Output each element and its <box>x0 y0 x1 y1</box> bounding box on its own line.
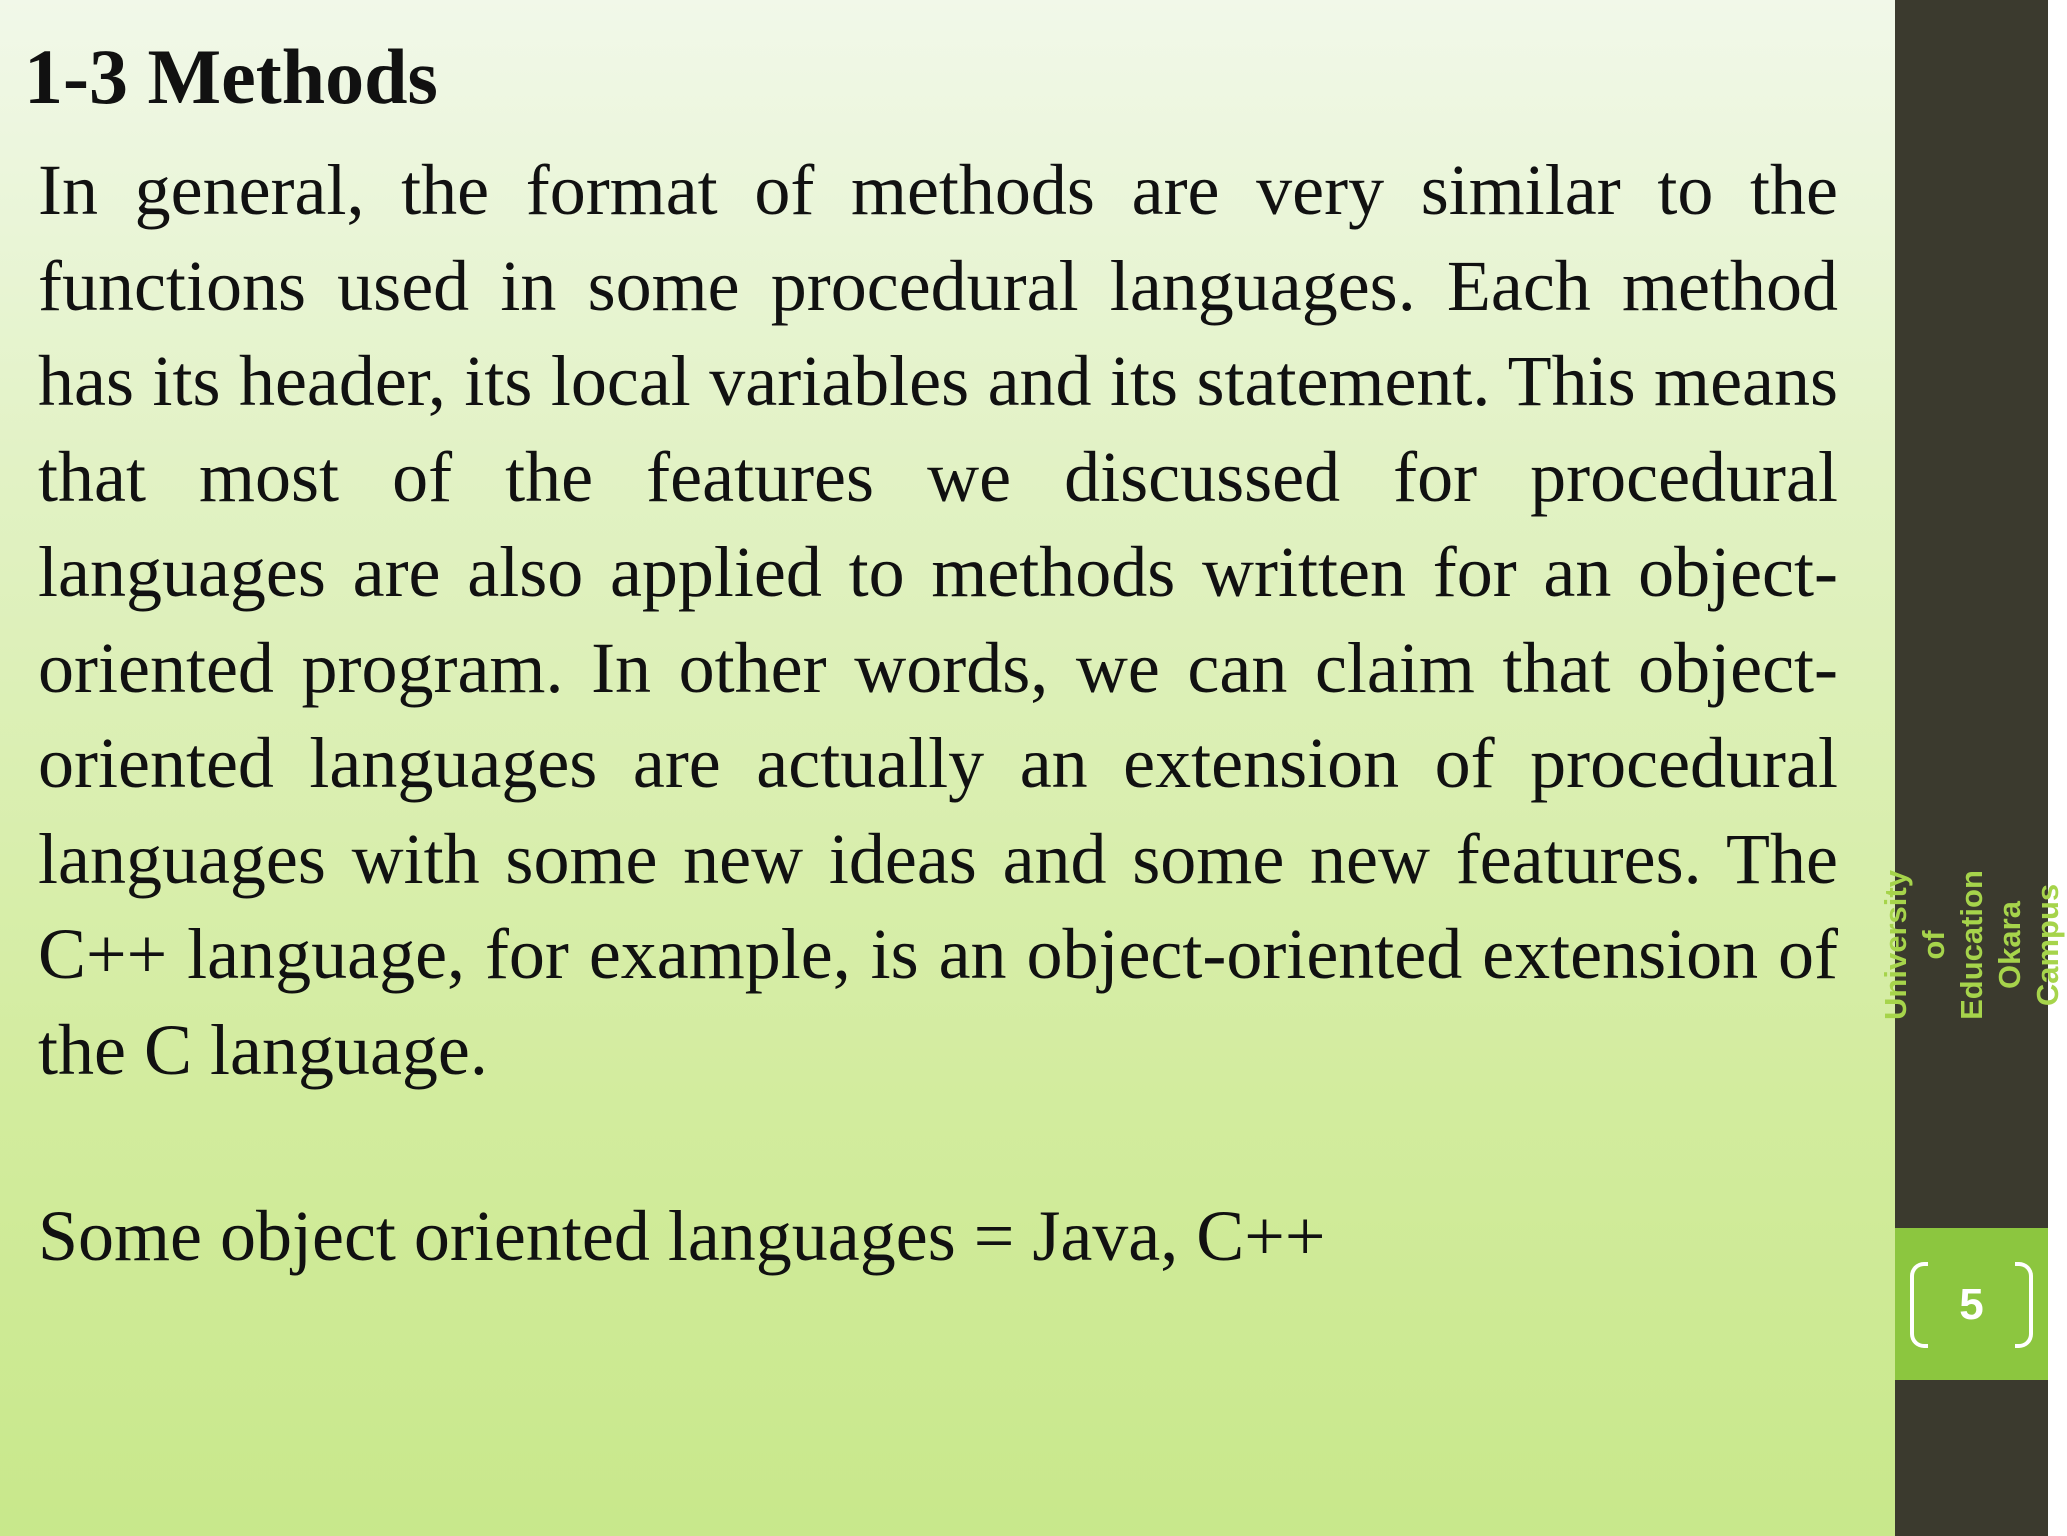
examples-line: Some object oriented languages = Java, C++ <box>38 1196 1326 1276</box>
left-bracket-icon <box>1910 1262 1928 1348</box>
institution-name: University of Education Okara <box>1878 870 2027 1020</box>
page-number: 5 <box>1959 1280 1984 1329</box>
right-bracket-icon <box>2015 1262 2033 1348</box>
slide-body-text: In general, the format of methods are very similar to the functions used in some procedural languages. Each method has its header, its local variables and its statement. This means that most of the features we discussed for procedural languages are also applied to methods written for an object-oriented program. In other words, we can claim that object-oriented languages are actually an extension of procedural languages with some new ideas and some new features. The C++ language, for example, is an object-oriented extension of the C language. <box>38 150 1838 1090</box>
institution-campus: Campus <box>2030 883 2065 1007</box>
institution-label <box>1878 700 2065 1190</box>
institution-label-text <box>1877 870 2067 1020</box>
slide-title: 1-3 Methods <box>24 33 438 120</box>
